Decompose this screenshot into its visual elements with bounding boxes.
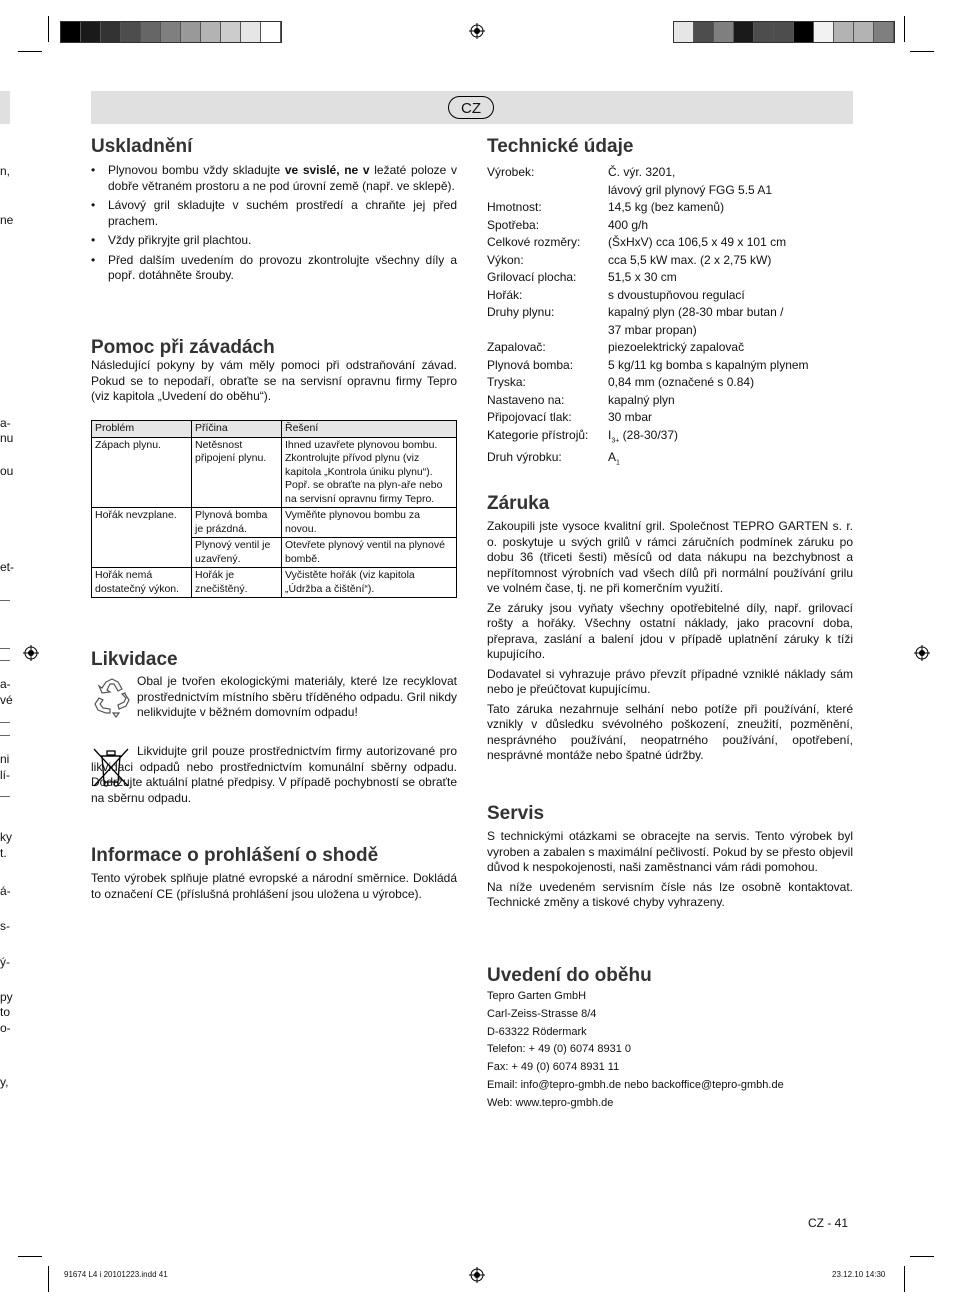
troubleshooting-table	[91, 420, 457, 598]
color-swatch	[61, 22, 81, 42]
spec-key: Plynová bomba:	[487, 357, 574, 372]
color-swatch	[874, 22, 894, 42]
color-swatch	[141, 22, 161, 42]
contact-line: Carl-Zeiss-Strasse 8/4	[487, 1007, 597, 1020]
spec-row	[487, 409, 853, 427]
spec-value: Č. výr. 3201,	[608, 165, 676, 179]
storage-heading: Uskladnění	[91, 136, 193, 157]
edge-text-fragment: lí-	[0, 768, 10, 782]
color-swatch	[181, 22, 201, 42]
registration-mark-icon	[914, 645, 930, 661]
footer-date: 23.12.10 14:30	[832, 1270, 886, 1279]
table-row: Plynový ventil je uzavřený. Otevřete plynový ventil na plynové bombě.	[92, 538, 457, 568]
crop-mark	[904, 16, 905, 42]
list-item: • Před dalším uvedením do provozu zkontrolujte všechny díly a popř. dotáhněte šrouby.	[91, 253, 457, 284]
spec-key: Druhy plynu:	[487, 305, 555, 319]
edge-text-fragment: s-	[0, 919, 10, 933]
spec-row	[487, 339, 853, 357]
table-header-problem: Problém	[92, 421, 192, 438]
color-swatch	[221, 22, 241, 42]
disposal-packaging-text: Obal je tvořen ekologickými materiály, které lze recyklovat prostřednictvím místního sběru tříděného odpadu. Gril nikdy nelikvidujte v běžném domovním odpadu!	[137, 674, 457, 719]
color-swatch	[774, 22, 794, 42]
tech-spec-list	[487, 164, 853, 472]
registration-mark-icon	[469, 1267, 485, 1283]
spec-key: Hořák:	[487, 287, 523, 302]
edge-text-fragment: to	[0, 1005, 11, 1019]
contact-line: Email: info@tepro-gmbh.de nebo backoffice@tepro-gmbh.de	[487, 1078, 784, 1091]
edge-text-fragment: n,	[0, 164, 11, 178]
contact-line: Web: www.tepro-gmbh.de	[487, 1096, 614, 1109]
spec-row	[487, 427, 853, 450]
spec-row	[487, 374, 853, 392]
spec-key: Výkon:	[487, 252, 524, 267]
edge-text-fragment: ou	[0, 464, 14, 478]
color-swatch	[834, 22, 854, 42]
footer-file-info: 91674 L4 i 20101223.indd 41	[64, 1270, 168, 1279]
spec-row	[487, 449, 853, 472]
edge-text-fragment: y,	[0, 1075, 9, 1089]
color-swatch	[201, 22, 221, 42]
edge-text-fragment: o-	[0, 1021, 11, 1035]
edge-text-fragment: et-	[0, 560, 15, 574]
color-swatch	[101, 22, 121, 42]
color-swatch	[714, 22, 734, 42]
spec-key: Tryska:	[487, 375, 526, 389]
tech-data-heading: Technické údaje	[487, 136, 634, 157]
recycle-icon	[91, 676, 133, 718]
spec-value: kapalný plyn	[608, 392, 675, 407]
spec-row	[487, 357, 853, 375]
edge-text-fragment: ni	[0, 752, 10, 766]
left-page-edge-band	[0, 91, 10, 124]
spec-key	[487, 182, 608, 200]
spec-value: kapalný plyn (28-30 mbar butan /	[608, 305, 784, 319]
spec-value: $I_{3+}$ (28-30/37)	[608, 427, 679, 444]
spec-row	[487, 252, 853, 270]
contact-line: Fax: + 49 (0) 6074 8931 11	[487, 1061, 620, 1074]
spec-value: 30 mbar	[608, 410, 653, 424]
spec-key: Zapalovač:	[487, 340, 546, 354]
spec-row	[487, 199, 853, 217]
color-swatch	[674, 22, 694, 42]
color-swatch	[734, 22, 754, 42]
spec-key: Spotřeba:	[487, 217, 540, 232]
spec-row	[487, 164, 853, 182]
color-swatch	[121, 22, 141, 42]
registration-mark-icon	[23, 645, 39, 661]
edge-text-fragment: t.	[0, 846, 7, 860]
table-header-cause: Příčina	[192, 421, 282, 438]
disposal-device-text: Likvidujte gril pouze prostřednictvím firmy autorizované pro likvidaci odpadů nebo prostřednictvím komunální sběrny odpadu. Dodržujte aktuální platné předpisy. V případě pochybností se obraťte na sběrnu odpadu.	[91, 744, 457, 805]
color-bar-right	[673, 21, 895, 43]
color-swatch	[261, 22, 281, 42]
spec-value: 5 kg/11 kg bomba s kapalným plynem	[608, 357, 809, 372]
contact-line: Tepro Garten GmbH	[487, 990, 587, 1002]
spec-key: Nastaveno na:	[487, 392, 565, 407]
spec-value: 0,84 mm (označené s 0.84)	[608, 375, 755, 389]
color-swatch	[161, 22, 181, 42]
spec-value: 51,5 x 30 cm	[608, 270, 677, 284]
crop-mark	[910, 1256, 934, 1257]
spec-key: Druh výrobku:	[487, 450, 562, 465]
spec-row	[487, 322, 853, 340]
spec-value: cca 5,5 kW max. (2 x 2,75 kW)	[608, 252, 772, 267]
color-swatch	[754, 22, 774, 42]
left-page-edge-rule	[0, 722, 10, 723]
spec-row	[487, 217, 853, 235]
color-swatch	[814, 22, 834, 42]
spec-row	[487, 304, 853, 322]
contact-line: Telefon: + 49 (0) 6074 8931 0	[487, 1043, 632, 1056]
language-badge: CZ	[448, 96, 494, 119]
crop-mark	[904, 1266, 905, 1292]
service-heading: Servis	[487, 803, 545, 824]
spec-key: Připojovací tlak:	[487, 410, 572, 424]
spec-row	[487, 269, 853, 287]
spec-value: (ŠxHxV) cca 106,5 x 49 x 101 cm	[608, 235, 787, 249]
conformity-text: Tento výrobek splňuje platné evropské a národní směrnice. Dokládá to označení CE (příslušná prohlášení jsou uložena u výrobce).	[91, 871, 457, 901]
edge-text-fragment: á-	[0, 884, 11, 898]
storage-list	[91, 163, 457, 288]
page-number: CZ - 41	[808, 1216, 849, 1230]
edge-text-fragment: ky	[0, 830, 12, 844]
crop-mark	[48, 16, 49, 42]
crop-mark	[18, 51, 42, 52]
spec-key: Grilovací plocha:	[487, 270, 577, 284]
troubleshooting-heading: Pomoc při závadách	[91, 337, 275, 358]
spec-value: s dvoustupňovou regulací	[608, 287, 745, 302]
contact-address	[487, 988, 784, 1113]
color-swatch	[241, 22, 261, 42]
list-item: • Plynovou bombu vždy skladujte ve svislé, ne v ležaté poloze v dobře větraném prostoru a ne pod úrovní země (např. ve sklepě).	[91, 163, 457, 194]
spec-value: 37 mbar propan)	[608, 322, 697, 337]
color-swatch	[854, 22, 874, 42]
spec-value: $A_1$	[608, 450, 620, 467]
crop-mark	[48, 1266, 49, 1292]
left-page-edge-rule	[0, 648, 10, 649]
spec-key: Výrobek:	[487, 165, 535, 179]
spec-key: Kategorie přístrojů:	[487, 427, 589, 442]
warranty-text: Zakoupili jste vysoce kvalitní gril. Společnost TEPRO GARTEN s. r. o. poskytuje u svých grilů v rámci záručních podmínek záruku po dobu 36 (třiceti šesti) měsíců od data nákupu na bezchybnost a nepřítomnost výrobních vad všech dílů při normální používání grilu ve volném čase, tj. ne při komerčním využití. Ze záruky jsou vyňaty všechny opotřebitelné díly, např. grilovací rošty a hořáky. Všechny ostatní náklady, jako pracovní doba, přeprava, zaslání a balení jdou v případě uplatnění záruky k tíži kupujícího. Dodavatel si vyhrazuje právo převzít případné vzniklé náklady sám nebo je přeúčtovat kupujícímu. Tato záruka nezahrnuje selhání nebo potíže při používání, které vznikly v důsledku svévolného poškození, zneužití, pozměnění, nesprávného používání, neopatrného používání, opotřebení, nesprávné montáže nebo špatné údržby.	[487, 519, 853, 762]
color-swatch	[81, 22, 101, 42]
crop-mark	[910, 51, 934, 52]
list-item: • Vždy přikryjte gril plachtou.	[91, 233, 457, 249]
troubleshooting-intro: Následující pokyny by vám měly pomoci při odstraňování závad. Pokud se to nepodaří, obraťte se na servisní opravnu firmy Tepro (viz kapitola „Uvedení do oběhu“).	[91, 358, 457, 403]
edge-text-fragment: a-	[0, 677, 11, 691]
edge-text-fragment: ne	[0, 213, 14, 227]
spec-row	[487, 234, 853, 252]
color-swatch	[694, 22, 714, 42]
edge-text-fragment: a-	[0, 416, 11, 430]
table-row: Hořák nemá dostatečný výkon. Hořák je znečištěný. Vyčistěte hořák (viz kapitola „Údržba a čištění“).	[92, 568, 457, 598]
edge-text-fragment: vé	[0, 693, 13, 707]
conformity-heading: Informace o prohlášení o shodě	[91, 845, 379, 866]
left-page-edge-rule	[0, 600, 10, 601]
warranty-heading: Záruka	[487, 493, 550, 514]
registration-mark-icon	[469, 23, 485, 39]
edge-text-fragment: py	[0, 990, 13, 1004]
service-text: S technickými otázkami se obracejte na servis. Tento výrobek byl vyroben a zabalen s maximální pečlivostí. Pokud by se přesto objevil důvod k nespokojenosti, naši zaměstnanci vám rádi pomohou. Na níže uvedeném servisním čísle nás lze osobně kontaktovat. Technické změny a tiskové chyby vyhrazeny.	[487, 829, 853, 909]
spec-key: Hmotnost:	[487, 200, 542, 214]
left-page-edge-rule	[0, 660, 10, 661]
spec-value: piezoelektrický zapalovač	[608, 340, 745, 354]
left-page-edge-rule	[0, 796, 10, 797]
spec-key	[487, 322, 608, 340]
color-swatch	[794, 22, 814, 42]
table-row: Zápach plynu. Netěsnost připojení plynu. Ihned uzavřete plynovou bombu. Zkontrolujte přívod plynu (viz kapitola „Kontrola úniku plynu“). Popř. se obraťte na plyn-aře nebo na servisní opravnu firmy Tepro.	[92, 437, 457, 508]
spec-row	[487, 182, 853, 200]
distribution-heading: Uvedení do oběhu	[487, 965, 652, 986]
spec-value: 14,5 kg (bez kamenů)	[608, 200, 725, 214]
left-page-edge-rule	[0, 735, 10, 736]
disposal-heading: Likvidace	[91, 649, 178, 670]
edge-text-fragment: nu	[0, 431, 14, 445]
table-row: Hořák nevzplane. Plynová bomba je prázdná. Vyměňte plynovou bombu za novou.	[92, 508, 457, 538]
edge-text-fragment: ý-	[0, 955, 10, 969]
spec-row	[487, 287, 853, 305]
contact-line: D-63322 Rödermark	[487, 1025, 587, 1038]
table-header-solution: Řešení	[282, 421, 457, 438]
spec-key: Celkové rozměry:	[487, 235, 581, 249]
color-bar-left	[60, 21, 282, 43]
list-item: • Lávový gril skladujte v suchém prostředí a chraňte jej před prachem.	[91, 198, 457, 229]
crop-mark	[18, 1256, 42, 1257]
spec-row	[487, 392, 853, 410]
spec-value: 400 g/h	[608, 217, 649, 232]
spec-value: lávový gril plynový FGG 5.5 A1	[608, 182, 773, 197]
